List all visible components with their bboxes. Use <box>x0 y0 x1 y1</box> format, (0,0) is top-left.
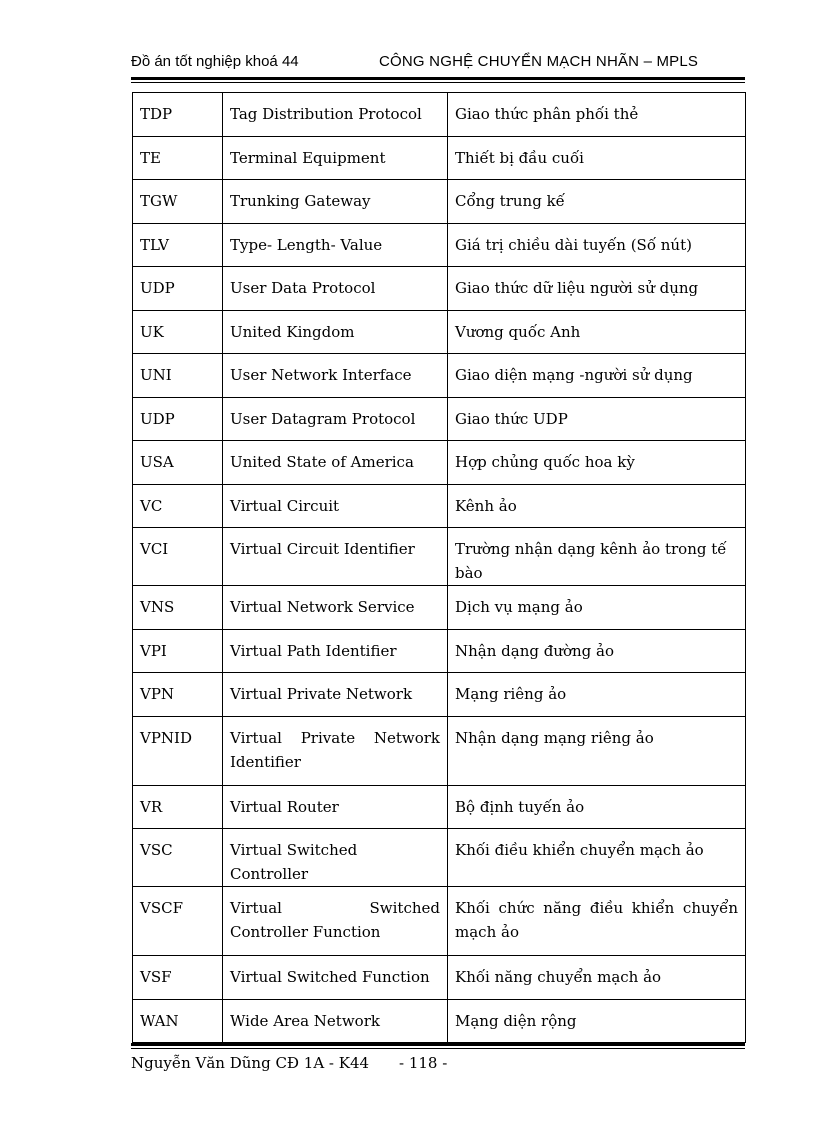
abbr-cell: VSCF <box>133 887 223 956</box>
term-cell: United State of America <box>223 441 448 485</box>
abbr-cell: USA <box>133 441 223 485</box>
abbr-cell: WAN <box>133 999 223 1043</box>
table-row <box>133 223 746 267</box>
abbr-cell: VR <box>133 785 223 829</box>
meaning-cell: Bộ định tuyến ảo <box>448 785 746 829</box>
table-row <box>133 629 746 673</box>
table-row <box>133 441 746 485</box>
meaning-cell: Giao diện mạng -người sử dụng <box>448 354 746 398</box>
table-row <box>133 829 746 887</box>
footer-rule-thin <box>131 1048 745 1049</box>
abbr-cell: VSF <box>133 956 223 1000</box>
abbr-cell: UNI <box>133 354 223 398</box>
meaning-cell: Khối chức năng điều khiển chuyển mạch ảo <box>448 887 746 956</box>
term-cell: Tag Distribution Protocol <box>223 93 448 137</box>
header-project-title: Đồ án tốt nghiệp khoá 44 <box>131 53 299 70</box>
term-cell: Virtual Switched Controller <box>223 829 448 887</box>
term-cell: User Data Protocol <box>223 267 448 311</box>
table-row <box>133 354 746 398</box>
abbr-cell: VNS <box>133 586 223 630</box>
header-rule-thick <box>131 77 745 80</box>
term-cell: Virtual Private Network Identifier <box>223 716 448 785</box>
term-cell: Virtual Circuit <box>223 484 448 528</box>
meaning-cell: Nhận dạng đường ảo <box>448 629 746 673</box>
meaning-cell: Giao thức phân phối thẻ <box>448 93 746 137</box>
abbr-cell: TDP <box>133 93 223 137</box>
table-row <box>133 180 746 224</box>
meaning-cell: Giao thức UDP <box>448 397 746 441</box>
meaning-cell: Vương quốc Anh <box>448 310 746 354</box>
term-cell: User Datagram Protocol <box>223 397 448 441</box>
meaning-cell: Trường nhận dạng kênh ảo trong tế bào <box>448 528 746 586</box>
abbr-cell: VPN <box>133 673 223 717</box>
term-cell: Virtual Network Service <box>223 586 448 630</box>
meaning-cell: Giá trị chiều dài tuyến (Số nút) <box>448 223 746 267</box>
table-row <box>133 887 746 956</box>
abbr-cell: VSC <box>133 829 223 887</box>
table-row <box>133 484 746 528</box>
meaning-cell: Cổng trung kế <box>448 180 746 224</box>
term-cell: Virtual Switched Controller Function <box>223 887 448 956</box>
table-row <box>133 136 746 180</box>
term-cell: Virtual Router <box>223 785 448 829</box>
term-cell: Virtual Private Network <box>223 673 448 717</box>
table-row <box>133 93 746 137</box>
meaning-cell: Khối điều khiển chuyển mạch ảo <box>448 829 746 887</box>
table-row <box>133 310 746 354</box>
footer-author: Nguyễn Văn Dũng CĐ 1A - K44 <box>131 1054 370 1072</box>
term-cell: Trunking Gateway <box>223 180 448 224</box>
abbr-cell: TGW <box>133 180 223 224</box>
meaning-cell: Thiết bị đầu cuối <box>448 136 746 180</box>
term-cell: Terminal Equipment <box>223 136 448 180</box>
header-rule-thin <box>131 82 745 83</box>
table-row <box>133 716 746 785</box>
meaning-cell: Giao thức dữ liệu người sử dụng <box>448 267 746 311</box>
table-row <box>133 397 746 441</box>
table-row <box>133 785 746 829</box>
meaning-cell: Mạng diện rộng <box>448 999 746 1043</box>
table-row <box>133 956 746 1000</box>
footer-rule-thick <box>131 1043 745 1046</box>
term-cell: United Kingdom <box>223 310 448 354</box>
meaning-cell: Mạng riêng ảo <box>448 673 746 717</box>
term-cell: Virtual Path Identifier <box>223 629 448 673</box>
table-row <box>133 267 746 311</box>
abbr-cell: VC <box>133 484 223 528</box>
meaning-cell: Hợp chủng quốc hoa kỳ <box>448 441 746 485</box>
page-number: - 118 - <box>399 1054 448 1072</box>
meaning-cell: Nhận dạng mạng riêng ảo <box>448 716 746 785</box>
abbr-cell: VPI <box>133 629 223 673</box>
table-row <box>133 999 746 1043</box>
term-cell: User Network Interface <box>223 354 448 398</box>
abbr-cell: VPNID <box>133 716 223 785</box>
table-row <box>133 673 746 717</box>
abbr-cell: UDP <box>133 397 223 441</box>
meaning-cell: Kênh ảo <box>448 484 746 528</box>
term-cell: Virtual Switched Function <box>223 956 448 1000</box>
abbreviation-table <box>132 92 746 1043</box>
abbr-cell: VCI <box>133 528 223 586</box>
table-row <box>133 586 746 630</box>
meaning-cell: Dịch vụ mạng ảo <box>448 586 746 630</box>
abbr-cell: UK <box>133 310 223 354</box>
term-cell: Wide Area Network <box>223 999 448 1043</box>
abbr-cell: TLV <box>133 223 223 267</box>
page-footer <box>131 1054 745 1078</box>
abbr-cell: UDP <box>133 267 223 311</box>
term-cell: Type- Length- Value <box>223 223 448 267</box>
term-cell: Virtual Circuit Identifier <box>223 528 448 586</box>
meaning-cell: Khối năng chuyển mạch ảo <box>448 956 746 1000</box>
page-header <box>131 50 745 80</box>
header-topic-title: CÔNG NGHỆ CHUYỂN MẠCH NHÃN – MPLS <box>379 53 699 70</box>
table-row <box>133 528 746 586</box>
abbr-cell: TE <box>133 136 223 180</box>
